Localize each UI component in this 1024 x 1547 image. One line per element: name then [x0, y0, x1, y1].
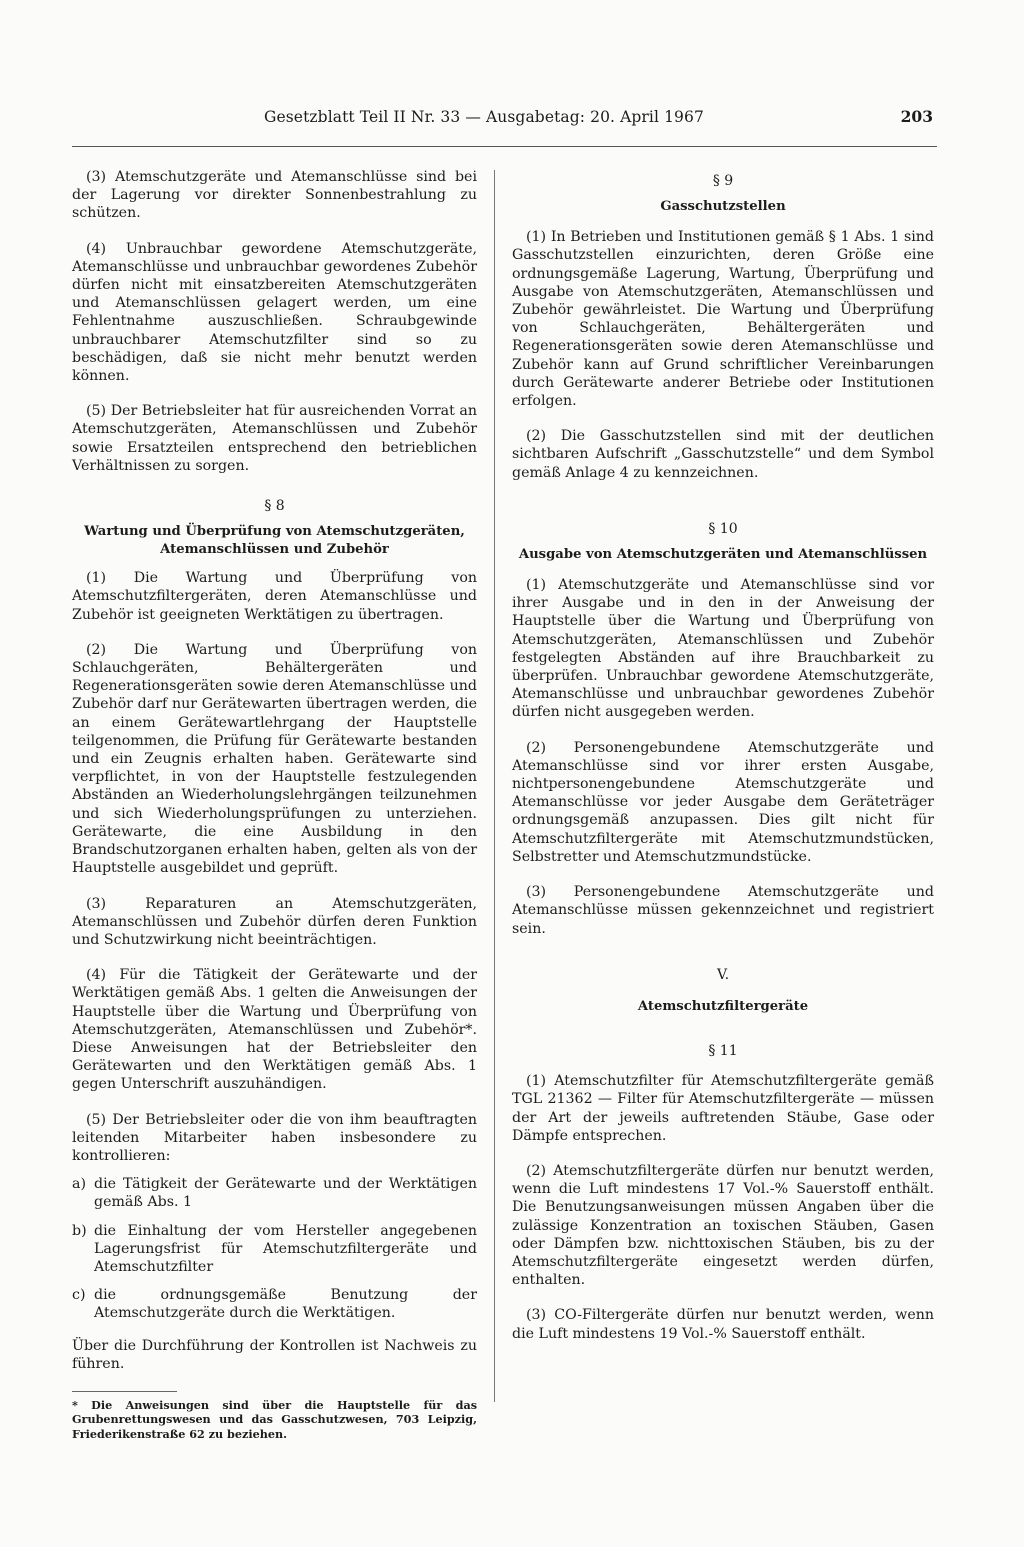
paragraph-7-5: (5) Der Betriebsleiter hat für ausreichenden Vorrat an Atemschutzgeräten, Atemanschlüssen und Zubehör sowie Ersatzteilen entsprechend den betrieblichen Verhältnissen zu sorgen. — [72, 403, 477, 474]
part-heading: Atemschutzfiltergeräte — [637, 998, 809, 1014]
column-divider — [494, 170, 495, 1402]
list-item — [72, 1286, 477, 1322]
list-text: die Einhaltung der vom Hersteller angegebenen Lagerungsfrist für Atemschutzfiltergeräte und Atemschutzfilter — [94, 1222, 477, 1275]
list-text: die ordnungsgemäße Benutzung der Atemschutzgeräte durch die Werktätigen. — [94, 1287, 477, 1322]
section-8-number: § 8 — [264, 498, 285, 515]
paragraph-10-3: (3) Personengebundene Atemschutzgeräte und Atemanschlüsse müssen gekennzeichnet und registriert sein. — [512, 884, 934, 937]
paragraph-8-2: (2) Die Wartung und Überprüfung von Schlauchgeräten, Behältergeräten und Regenerationsgeräten sowie deren Atemanschlüsse und Zubehör darf nur Gerätewarten übertragen werden, die an einem Gerätewartlehrgang der Hauptstelle teilgenommen, die Prüfung für Gerätewarte bestanden und ein Zeugnis erhalten haben. Gerätewarte sind verpflichtet, in von der Hauptstelle festzulegenden Abständen an Wiederholungslehrgängen teilzunehmen und sich Wiederholungsprüfungen zu unterziehen. Gerätewarte, die eine Ausbildung in den Brandschutzorganen erhalten haben, gelten als von der Hauptstelle ausgebildet und geprüft. — [72, 641, 477, 877]
list-marker: b) — [72, 1222, 87, 1239]
footnote-rule — [72, 1391, 177, 1392]
left-column — [72, 168, 477, 1441]
paragraph-9-2: (2) Die Gasschutzstellen sind mit der deutlichen sichtbaren Aufschrift „Gasschutzstelle“ und dem Symbol gemäß Anlage 4 zu kennzeichnen. — [512, 428, 934, 481]
paragraph-10-2: (2) Personengebundene Atemschutzgeräte und Atemanschlüsse sind vor ihrer ersten Ausgabe, nichtpersonengebundene Atemschutzgeräte und Atemanschlüsse vor jeder Ausgabe dem Geräteträger ordnungsgemäß anzupassen. Dies gilt nicht für Atemschutzfiltergeräte mit Atemschutzmundstücken, Selbstretter und Atemschutzmundstücke. — [512, 739, 934, 865]
section-9-heading: Gasschutzstellen — [660, 199, 786, 215]
page-title: Gesetzblatt Teil II Nr. 33 — Ausgabetag: 20. April 1967 — [264, 108, 704, 126]
list-marker: a) — [72, 1176, 86, 1193]
paragraph-7-4: (4) Unbrauchbar gewordene Atemschutzgeräte, Atemanschlüsse und unbrauchbar gewordenes Zubehör dürfen nicht mit einsatzbereiten Atemschutzgeräten und Atemanschlüssen gelagert werden, um eine Fehlentnahme auszuschließen. Schraubgewinde unbrauchbarer Atemschutzfilter sind so zu beschädigen, daß sie nicht mehr benutzt werden können. — [72, 240, 477, 385]
control-list — [72, 1175, 477, 1322]
paragraph-8-1: (1) Die Wartung und Überprüfung von Atemschutzfiltergeräten, deren Atemanschlüsse und Zubehör ist geeigneten Werktätigen zu übertragen. — [72, 570, 477, 623]
paragraph-11-3: (3) CO-Filtergeräte dürfen nur benutzt werden, wenn die Luft mindestens 19 Vol.-% Sauerstoff enthält. — [512, 1307, 934, 1342]
section-11-number: § 11 — [708, 1042, 738, 1059]
page-number: 203 — [900, 107, 933, 126]
paragraph-9-1: (1) In Betrieben und Institutionen gemäß § 1 Abs. 1 sind Gasschutzstellen einzurichten, deren Größe eine ordnungsgemäße Lagerung, Wartung, Überprüfung und Ausgabe von Atemschutzgeräten, Atemanschlüssen und Zubehör gewährleistet. Die Wartung und Überprüfung von Schlauchgeräten, Behältergeräten und Regenerationsgeräten sowie deren Atemanschlüsse und Zubehör kann auf Grund schriftlicher Vereinbarungen durch Gerätewarte anderer Betriebe oder Institutionen erfolgen. — [512, 229, 934, 410]
paragraph-7-3: (3) Atemschutzgeräte und Atemanschlüsse sind bei der Lagerung vor direkter Sonnenbestrahlung zu schützen. — [72, 169, 477, 222]
paragraph-8-4: (4) Für die Tätigkeit der Gerätewarte und der Werktätigen gemäß Abs. 1 gelten die Anweisungen der Hauptstelle über die Wartung und Überprüfung von Atemschutzgeräten, Atemanschlüssen und Zubehör*. Diese Anweisungen hat der Betriebsleiter den Gerätewarten und den Werktätigen gemäß Abs. 1 gegen Unterschrift auszuhändigen. — [72, 967, 477, 1093]
paragraph-8-5: (5) Der Betriebsleiter oder die von ihm beauftragten leitenden Mitarbeiter haben insbesondere zu kontrollieren: — [72, 1111, 477, 1164]
list-marker: c) — [72, 1287, 86, 1304]
closing-sentence: Über die Durchführung der Kontrollen ist Nachweis zu führen. — [72, 1337, 477, 1372]
section-9-number: § 9 — [712, 173, 734, 189]
part-number: V. — [716, 966, 730, 983]
paragraph-8-3: (3) Reparaturen an Atemschutzgeräten, Atemanschlüssen und Zubehör dürfen deren Funktion und Schutzwirkung nicht beeinträchtigen. — [72, 895, 477, 948]
section-8-heading: Wartung und Überprüfung von Atemschutzgeräten, Atemanschlüssen und Zubehör — [84, 524, 465, 558]
page-header — [72, 108, 937, 147]
paragraph-10-1: (1) Atemschutzgeräte und Atemanschlüsse sind vor ihrer Ausgabe und in den in der Anweisung der Hauptstelle über die Wartung und Überprüfung von Atemschutzgeräten, Atemanschlüssen und Zubehör festgelegten Abständen auf ihre Brauchbarkeit zu überprüfen. Unbrauchbar gewordene Atemschutzgeräte, Atemanschlüsse und unbrauchbar gewordenes Zubehör dürfen nicht ausgegeben werden. — [512, 577, 934, 721]
paragraph-11-2: (2) Atemschutzfiltergeräte dürfen nur benutzt werden, wenn die Luft mindestens 17 Vol.-% Sauerstoff enthält. Die Benutzungsanweisungen müssen Angaben über die zulässige Konzentration an toxischen Stäuben, Gasen oder Dämpfen bzw. nichttoxischen Stäuben, bis zu der Atemschutzfiltergeräte eingesetzt werden dürfen, enthalten. — [512, 1162, 934, 1289]
paragraph-11-1: (1) Atemschutzfilter für Atemschutzfiltergeräte gemäß TGL 21362 — Filter für Atemschutzfiltergeräte — müssen der Art der jeweils auftretenden Stäube, Gase oder Dämpfe entsprechen. — [512, 1073, 934, 1144]
section-10-number: § 10 — [708, 520, 738, 537]
section-10-heading: Ausgabe von Atemschutzgeräten und Atemanschlüssen — [518, 547, 928, 563]
list-item — [72, 1175, 477, 1211]
footnote: * Die Anweisungen sind über die Hauptstelle für das Grubenrettungswesen und das Gasschutzwesen, 703 Leipzig, Friederikenstraße 62 zu beziehen. — [72, 1397, 477, 1441]
list-item — [72, 1222, 477, 1277]
right-column — [512, 168, 934, 1360]
list-text: die Tätigkeit der Gerätewarte und der Werktätigen gemäß Abs. 1 — [94, 1176, 477, 1211]
